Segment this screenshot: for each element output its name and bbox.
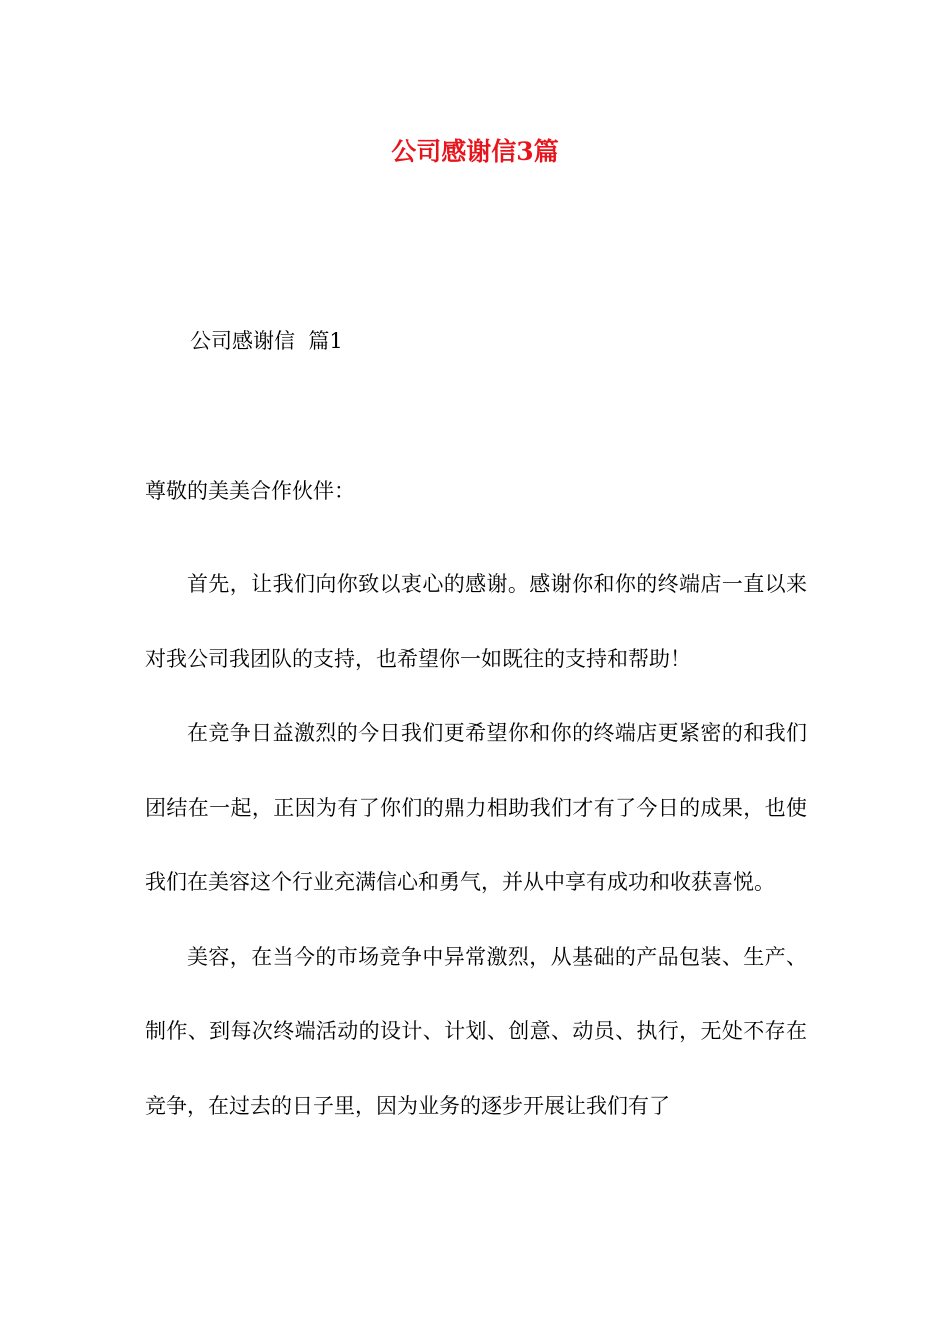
letter-body — [145, 547, 807, 1143]
salutation: 尊敬的美美合作伙伴： — [145, 479, 355, 503]
paragraph: 美容，在当今的市场竞争中异常激烈，从基础的产品包装、生产、制作、到每次终端活动的设计、计划、创意、动员、执行，无处不存在竞争，在过去的日子里，因为业务的逐步开展让我们有了 — [145, 944, 807, 1118]
paragraph: 在竞争日益激烈的今日我们更希望你和你的终端店更紧密的和我们团结在一起，正因为有了你们的鼎力相助我们才有了今日的成果，也使我们在美容这个行业充满信心和勇气，并从中享有成功和收获喜悦。 — [145, 721, 807, 894]
paragraph: 首先，让我们向你致以衷心的感谢。感谢你和你的终端店一直以来对我公司我团队的支持，也希望你一如既往的支持和帮助！ — [145, 572, 807, 671]
section-heading: 公司感谢信 篇1 — [190, 329, 343, 353]
document-title: 公司感谢信3篇 — [391, 137, 559, 166]
